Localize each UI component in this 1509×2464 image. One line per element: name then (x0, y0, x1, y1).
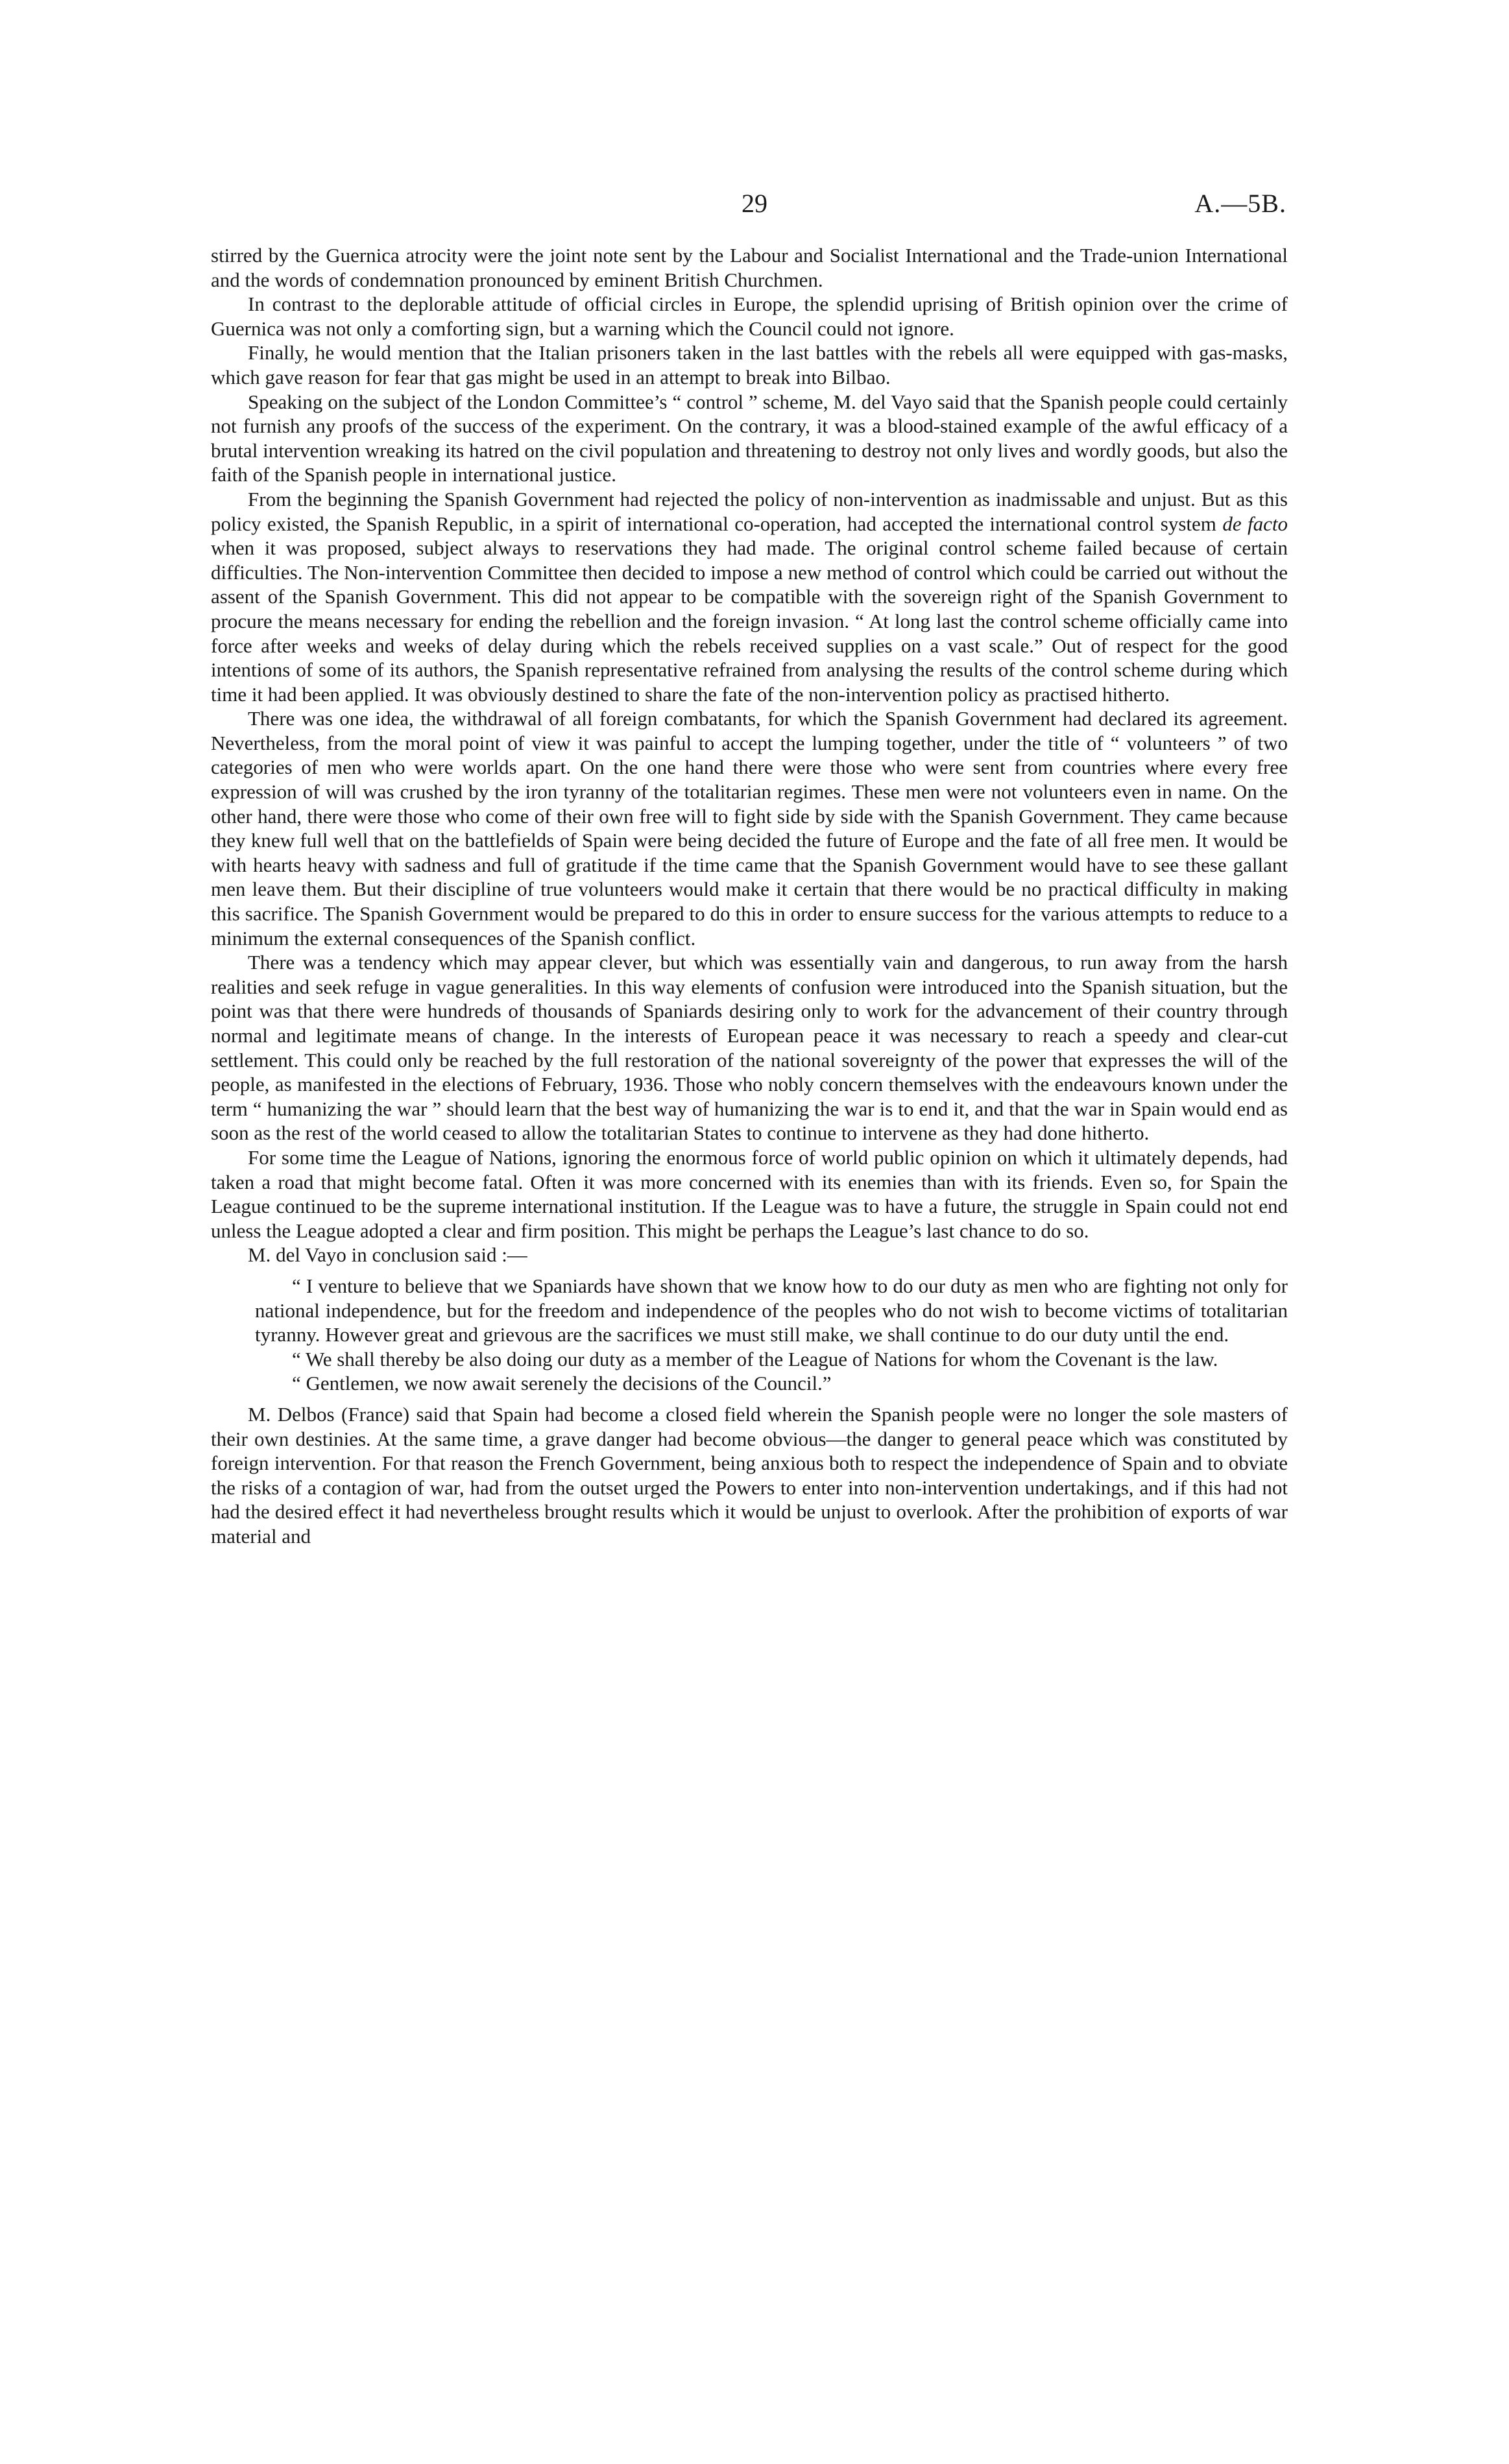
body-text (211, 243, 1288, 1548)
page-number: 29 (742, 189, 767, 218)
paragraph-non-intervention-text-a: From the beginning the Spanish Government had rejected the policy of non-intervention as inadmissable and unjust. But as this policy existed, the Spanish Republic, in a spirit of international co-operation, had accepted the international control system (211, 487, 1288, 535)
quote-paragraph-duty: “ I venture to believe that we Spaniards have shown that we know how to do our duty as men who are fighting not only for national independence, but for the freedom and independence of the peoples who do not wish to become victims of totalitarian tyranny. However great and grievous are the sacrifices we must still make, we shall continue to do our duty until the end. (255, 1274, 1288, 1346)
paragraph-control-scheme: Speaking on the subject of the London Committee’s “ control ” scheme, M. del Vayo said that the Spanish people could certainly not furnish any proofs of the success of the experiment. On the contrary, it was a blood-stained example of the awful efficacy of a brutal intervention wreaking its hatred on the civil population and threatening to destroy not only lives and wordly goods, but also the faith of the Spanish people in international justice. (211, 390, 1288, 486)
paragraph-non-intervention-text-b: when it was proposed, subject always to reservations they had made. The original control scheme failed because of certain difficulties. The Non-intervention Committee then decided to impose a new method of control which could be carried out without the assent of the Spanish Government. This did not appear to be compatible with the sovereign right of the Spanish Government to procure the means necessary for ending the rebellion and the foreign invasion. “ At long last the control scheme officially came into force after weeks and weeks of delay during which the rebels received supplies on a vast scale.” Out of respect for the good intentions of some of its authors, the Spanish representative refrained from analysing the results of the control scheme during which time it had been applied. It was obviously destined to share the fate of the non-intervention policy as practised hitherto. (211, 536, 1288, 706)
quotation-duty (255, 1274, 1288, 1347)
quotation-covenant (255, 1347, 1288, 1372)
paragraph-guernica-protests: stirred by the Guernica atrocity were the joint note sent by the Labour and Socialist International and the Trade-union International and the words of condemnation pronounced by eminent British Churchmen. (211, 244, 1288, 291)
paragraph-conclusion-intro: M. del Vayo in conclusion said :— (248, 1243, 527, 1267)
paragraph-delbos-statement: M. Delbos (France) said that Spain had become a closed field wherein the Spanish people were no longer the sole masters of their own destinies. At the same time, a grave danger had become obvious—the danger to general peace which was constituted by foreign intervention. For that reason the French Government, being anxious both to respect the independence of Spain and to obviate the risks of a contagion of war, had from the outset urged the Powers to enter into non-intervention undertakings, and if this had not had the desired effect it had nevertheless brought results which it would be unjust to overlook. After the prohibition of exports of war material and (211, 1402, 1288, 1548)
quote-paragraph-covenant: “ We shall thereby be also doing our duty as a member of the League of Nations for whom the Covenant is the law. (292, 1347, 1218, 1370)
quote-paragraph-council: “ Gentlemen, we now await serenely the decisions of the Council.” (292, 1372, 832, 1395)
paragraph-foreign-combatants: There was one idea, the withdrawal of all foreign combatants, for which the Spanish Government had declared its agreement. Nevertheless, from the moral point of view it was painful to accept the lumping together, under the title of “ volunteers ” of two categories of men who were worlds apart. On the one hand there were those who were sent from countries where every free expression of will was crushed by the iron tyranny of the totalitarian regimes. These men were not volunteers even in name. On the other hand, there were those who come of their own free will to fight side by side with the Spanish Government. They came because they knew full well that on the battlefields of Spain were being decided the future of Europe and the fate of all free men. It would be with hearts heavy with sadness and full of gratitude if the time came that the Spanish Government would have to see these gallant men leave them. But their discipline of true volunteers would make it certain that there would be no practical difficulty in making this sacrifice. The Spanish Government would be prepared to do this in order to ensure success for the various attempts to reduce to a minimum the external consequences of the Spanish conflict. (211, 707, 1288, 950)
de-facto-italic: de facto (1222, 512, 1288, 535)
paragraph-non-intervention (211, 487, 1288, 706)
paragraph-vague-generalities: There was a tendency which may appear clever, but which was essentially vain and dangerous, to run away from the harsh realities and seek refuge in vague generalities. In this way elements of confusion were introduced into the Spanish situation, but the point was that there were hundreds of thousands of Spaniards desiring only to work for the advancement of their country through normal and legitimate means of change. In the interests of European peace it was necessary to reach a speedy and clear-cut settlement. This could only be reached by the full restoration of the national sovereignty of the power that expresses the will of the people, as manifested in the elections of February, 1936. Those who nobly concern themselves with the endeavours known under the term “ humanizing the war ” should learn that the best way of humanizing the war is to end it, and that the war in Spain would end as soon as the rest of the world ceased to allow the totalitarian States to continue to intervene as they had done hitherto. (211, 951, 1288, 1145)
paragraph-league-of-nations: For some time the League of Nations, ignoring the enormous force of world public opinion on which it ultimately depends, had taken a road that might become fatal. Often it was more concerned with its enemies than with its friends. Even so, for Spain the League continued to be the supreme international institution. If the League was to have a future, the struggle in Spain could not end unless the League adopted a clear and firm position. This might be perhaps the League’s last chance to do so. (211, 1145, 1288, 1242)
quotation-council (255, 1371, 1288, 1396)
paragraph-gas-masks: Finally, he would mention that the Italian prisoners taken in the last battles with the rebels all were equipped with gas-masks, which gave reason for fear that gas might be used in an attempt to break into Bilbao. (211, 341, 1288, 389)
document-reference: A.—5B. (1194, 189, 1286, 218)
paragraph-british-opinion: In contrast to the deplorable attitude of official circles in Europe, the splendid uprising of British opinion over the crime of Guernica was not only a comforting sign, but a warning which the Council could not ignore. (211, 293, 1288, 340)
